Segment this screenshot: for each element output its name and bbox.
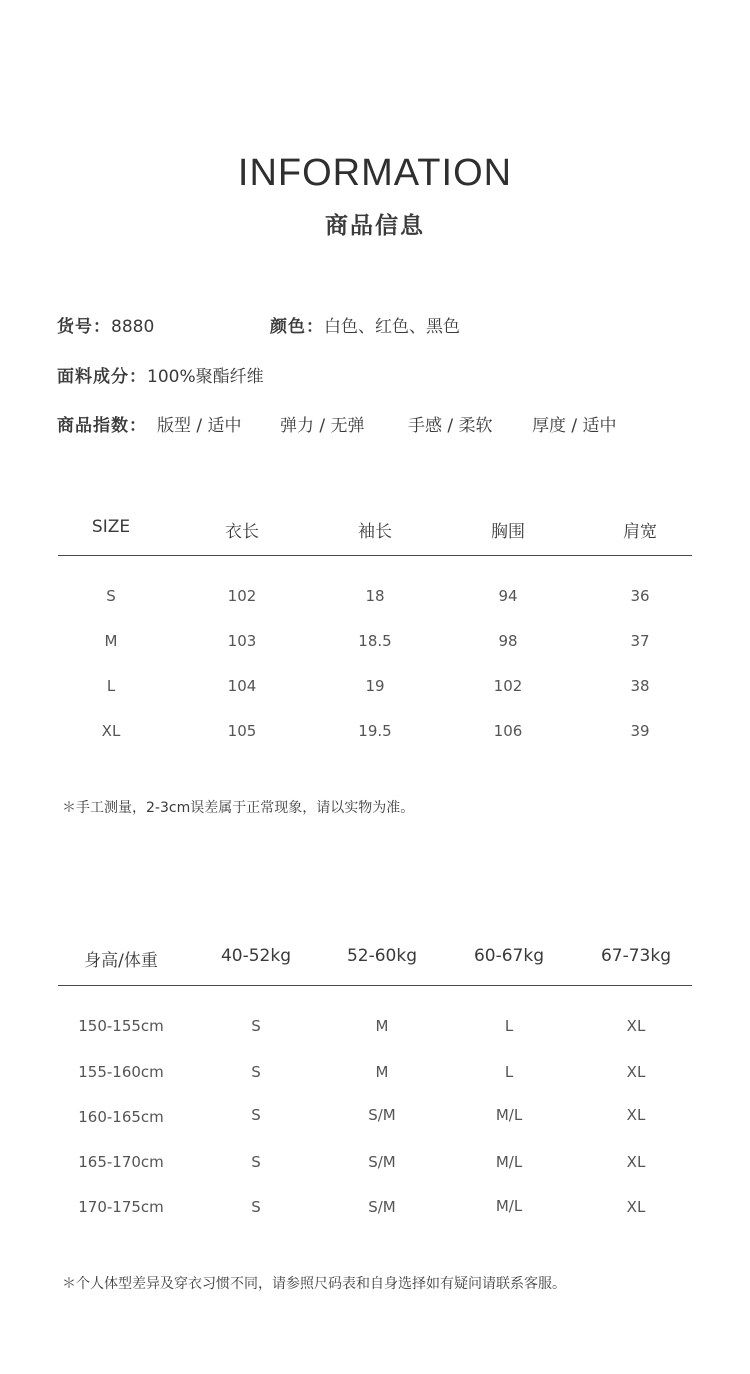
size-header-sleeve: 袖长 xyxy=(358,522,392,542)
table-cell: L xyxy=(504,1017,514,1035)
index-row xyxy=(57,411,147,436)
table-cell: S xyxy=(251,1063,261,1081)
item-number-row xyxy=(57,312,154,337)
table-cell: 104 xyxy=(227,677,257,695)
table-cell: 165-170cm xyxy=(78,1153,164,1171)
index-item-fit: 版型 / 适中 xyxy=(157,416,242,436)
table-cell: L xyxy=(504,1063,514,1081)
table-cell: 98 xyxy=(498,632,518,650)
table-cell: S xyxy=(251,1017,261,1035)
index-item-feel: 手感 / 柔软 xyxy=(408,416,493,436)
color-row xyxy=(270,312,460,337)
table-cell: M/L xyxy=(495,1106,523,1124)
fabric-value: 100%聚酯纤维 xyxy=(147,367,264,387)
table-cell: XL xyxy=(626,1106,646,1124)
table-cell: 19 xyxy=(365,677,385,695)
fit-header-w3: 60-67kg xyxy=(473,946,545,966)
table-cell: S/M xyxy=(368,1153,396,1171)
item-number-label: 货号： xyxy=(57,317,111,337)
table-cell: 94 xyxy=(498,587,518,605)
table-cell: M xyxy=(375,1063,389,1081)
table-cell: 37 xyxy=(630,632,650,650)
table-cell: XL xyxy=(101,722,121,740)
table-cell: M xyxy=(375,1017,389,1035)
table-cell: 170-175cm xyxy=(78,1198,164,1216)
color-label: 颜色： xyxy=(270,317,324,337)
table-cell: 155-160cm xyxy=(78,1063,164,1081)
index-item-thickness: 厚度 / 适中 xyxy=(532,416,617,436)
page-title-en: INFORMATION xyxy=(237,152,513,194)
table-cell: XL xyxy=(626,1198,646,1216)
size-header-shoulder: 肩宽 xyxy=(623,522,657,542)
fit-note: ＊个人体型差异及穿衣习惯不同，请参照尺码表和自身选择如有疑问请联系客服。 xyxy=(62,1276,566,1292)
table-cell: S xyxy=(251,1106,261,1124)
page-title-cn: 商品信息 xyxy=(325,213,425,239)
table-cell: 38 xyxy=(630,677,650,695)
table-cell: 105 xyxy=(227,722,257,740)
table-cell: 39 xyxy=(630,722,650,740)
table-cell: L xyxy=(106,677,116,695)
fit-header-w1: 40-52kg xyxy=(220,946,292,966)
table-cell: 150-155cm xyxy=(78,1017,164,1035)
color-value: 白色、红色、黑色 xyxy=(324,317,460,337)
table-cell: XL xyxy=(626,1153,646,1171)
table-cell: 102 xyxy=(227,587,257,605)
table-cell: 18.5 xyxy=(358,632,392,650)
table-cell: 18 xyxy=(365,587,385,605)
table-cell: S/M xyxy=(368,1198,396,1216)
table-cell: XL xyxy=(626,1063,646,1081)
size-note: ＊手工测量，2-3cm误差属于正常现象，请以实物为准。 xyxy=(62,800,415,816)
table-cell: 36 xyxy=(630,587,650,605)
fabric-row xyxy=(57,362,264,387)
table-cell: M/L xyxy=(495,1153,523,1171)
size-header-chest: 胸围 xyxy=(491,522,525,542)
size-header-length: 衣长 xyxy=(225,522,259,542)
index-label: 商品指数： xyxy=(57,416,147,436)
table-cell: 160-165cm xyxy=(78,1108,164,1126)
table-cell: M xyxy=(104,632,118,650)
table-cell: S xyxy=(251,1198,261,1216)
fit-header-w4: 67-73kg xyxy=(600,946,672,966)
table-cell: 19.5 xyxy=(358,722,392,740)
table-cell: S xyxy=(106,587,116,605)
fit-header-w2: 52-60kg xyxy=(346,946,418,966)
size-header-size: SIZE xyxy=(91,517,131,537)
size-table-divider xyxy=(58,555,692,556)
table-cell: 106 xyxy=(493,722,523,740)
index-item-elasticity: 弹力 / 无弹 xyxy=(280,416,365,436)
fit-table-divider xyxy=(58,985,692,986)
table-cell: 103 xyxy=(227,632,257,650)
table-cell: S/M xyxy=(368,1106,396,1124)
table-cell: XL xyxy=(626,1017,646,1035)
item-number-value: 8880 xyxy=(111,317,155,337)
table-cell: 102 xyxy=(493,677,523,695)
fabric-label: 面料成分： xyxy=(57,367,147,387)
table-cell: M/L xyxy=(495,1197,523,1215)
fit-header-height-weight: 身高/体重 xyxy=(84,951,158,971)
table-cell: S xyxy=(251,1153,261,1171)
